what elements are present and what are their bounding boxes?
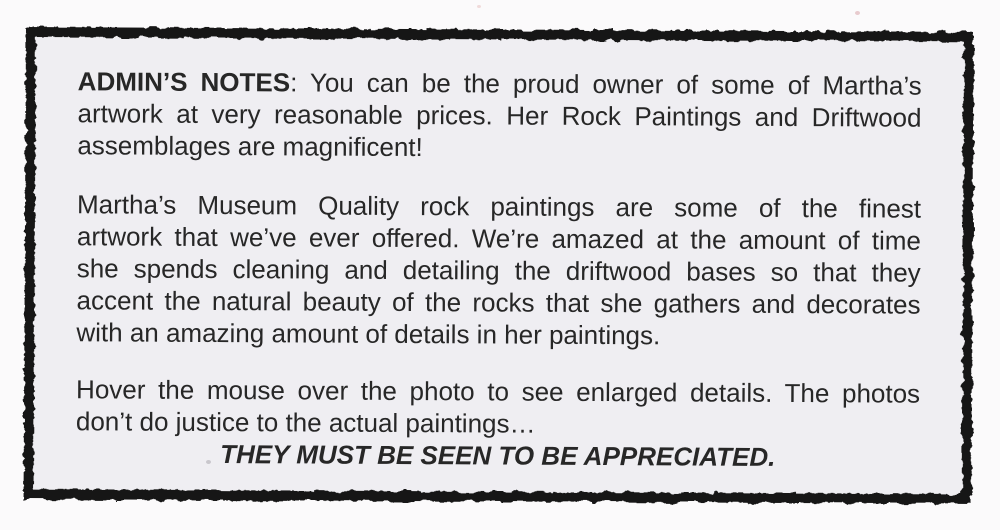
admin-notes-card — [24, 27, 974, 504]
intro-line-3: assemblages are magnificent! — [77, 130, 423, 163]
text-line — [78, 65, 922, 101]
body-line-1: Martha’s Museum Quality rock paintings are some of the finest — [76, 189, 922, 224]
admin-notes-text — [76, 65, 922, 473]
body-line-4: accent the natural beauty of the rocks that she gathers and decorates — [76, 285, 921, 320]
paper-speck — [477, 5, 481, 8]
closing-line: THEY MUST BE SEEN TO BE APPRECIATED. — [220, 439, 776, 472]
body-line-3: she spends cleaning and detailing the driftwood bases so that they — [76, 253, 921, 288]
body-line-2: artwork that we’ve ever offered. We’re amazed at the amount of time — [76, 221, 921, 256]
intro-line-1: : You can be the proud owner of some of Martha’s — [290, 67, 922, 101]
paragraph-body — [76, 188, 921, 352]
paragraph-intro — [77, 65, 921, 165]
hover-line-1: Hover the mouse over the photo to see enlarged details. The photos — [76, 374, 921, 409]
admin-notes-heading: ADMIN’S NOTES — [77, 66, 291, 98]
hover-line-2: don’t do justice to the actual paintings… — [75, 406, 536, 439]
body-line-5: with an amazing amount of details in her paintings. — [76, 317, 661, 351]
paper-speck — [855, 11, 860, 15]
paragraph-hover-note — [76, 373, 920, 441]
intro-line-2: artwork at very reasonable prices. Her Rock Paintings and Driftwood — [77, 98, 922, 133]
paper-speck — [206, 460, 211, 464]
